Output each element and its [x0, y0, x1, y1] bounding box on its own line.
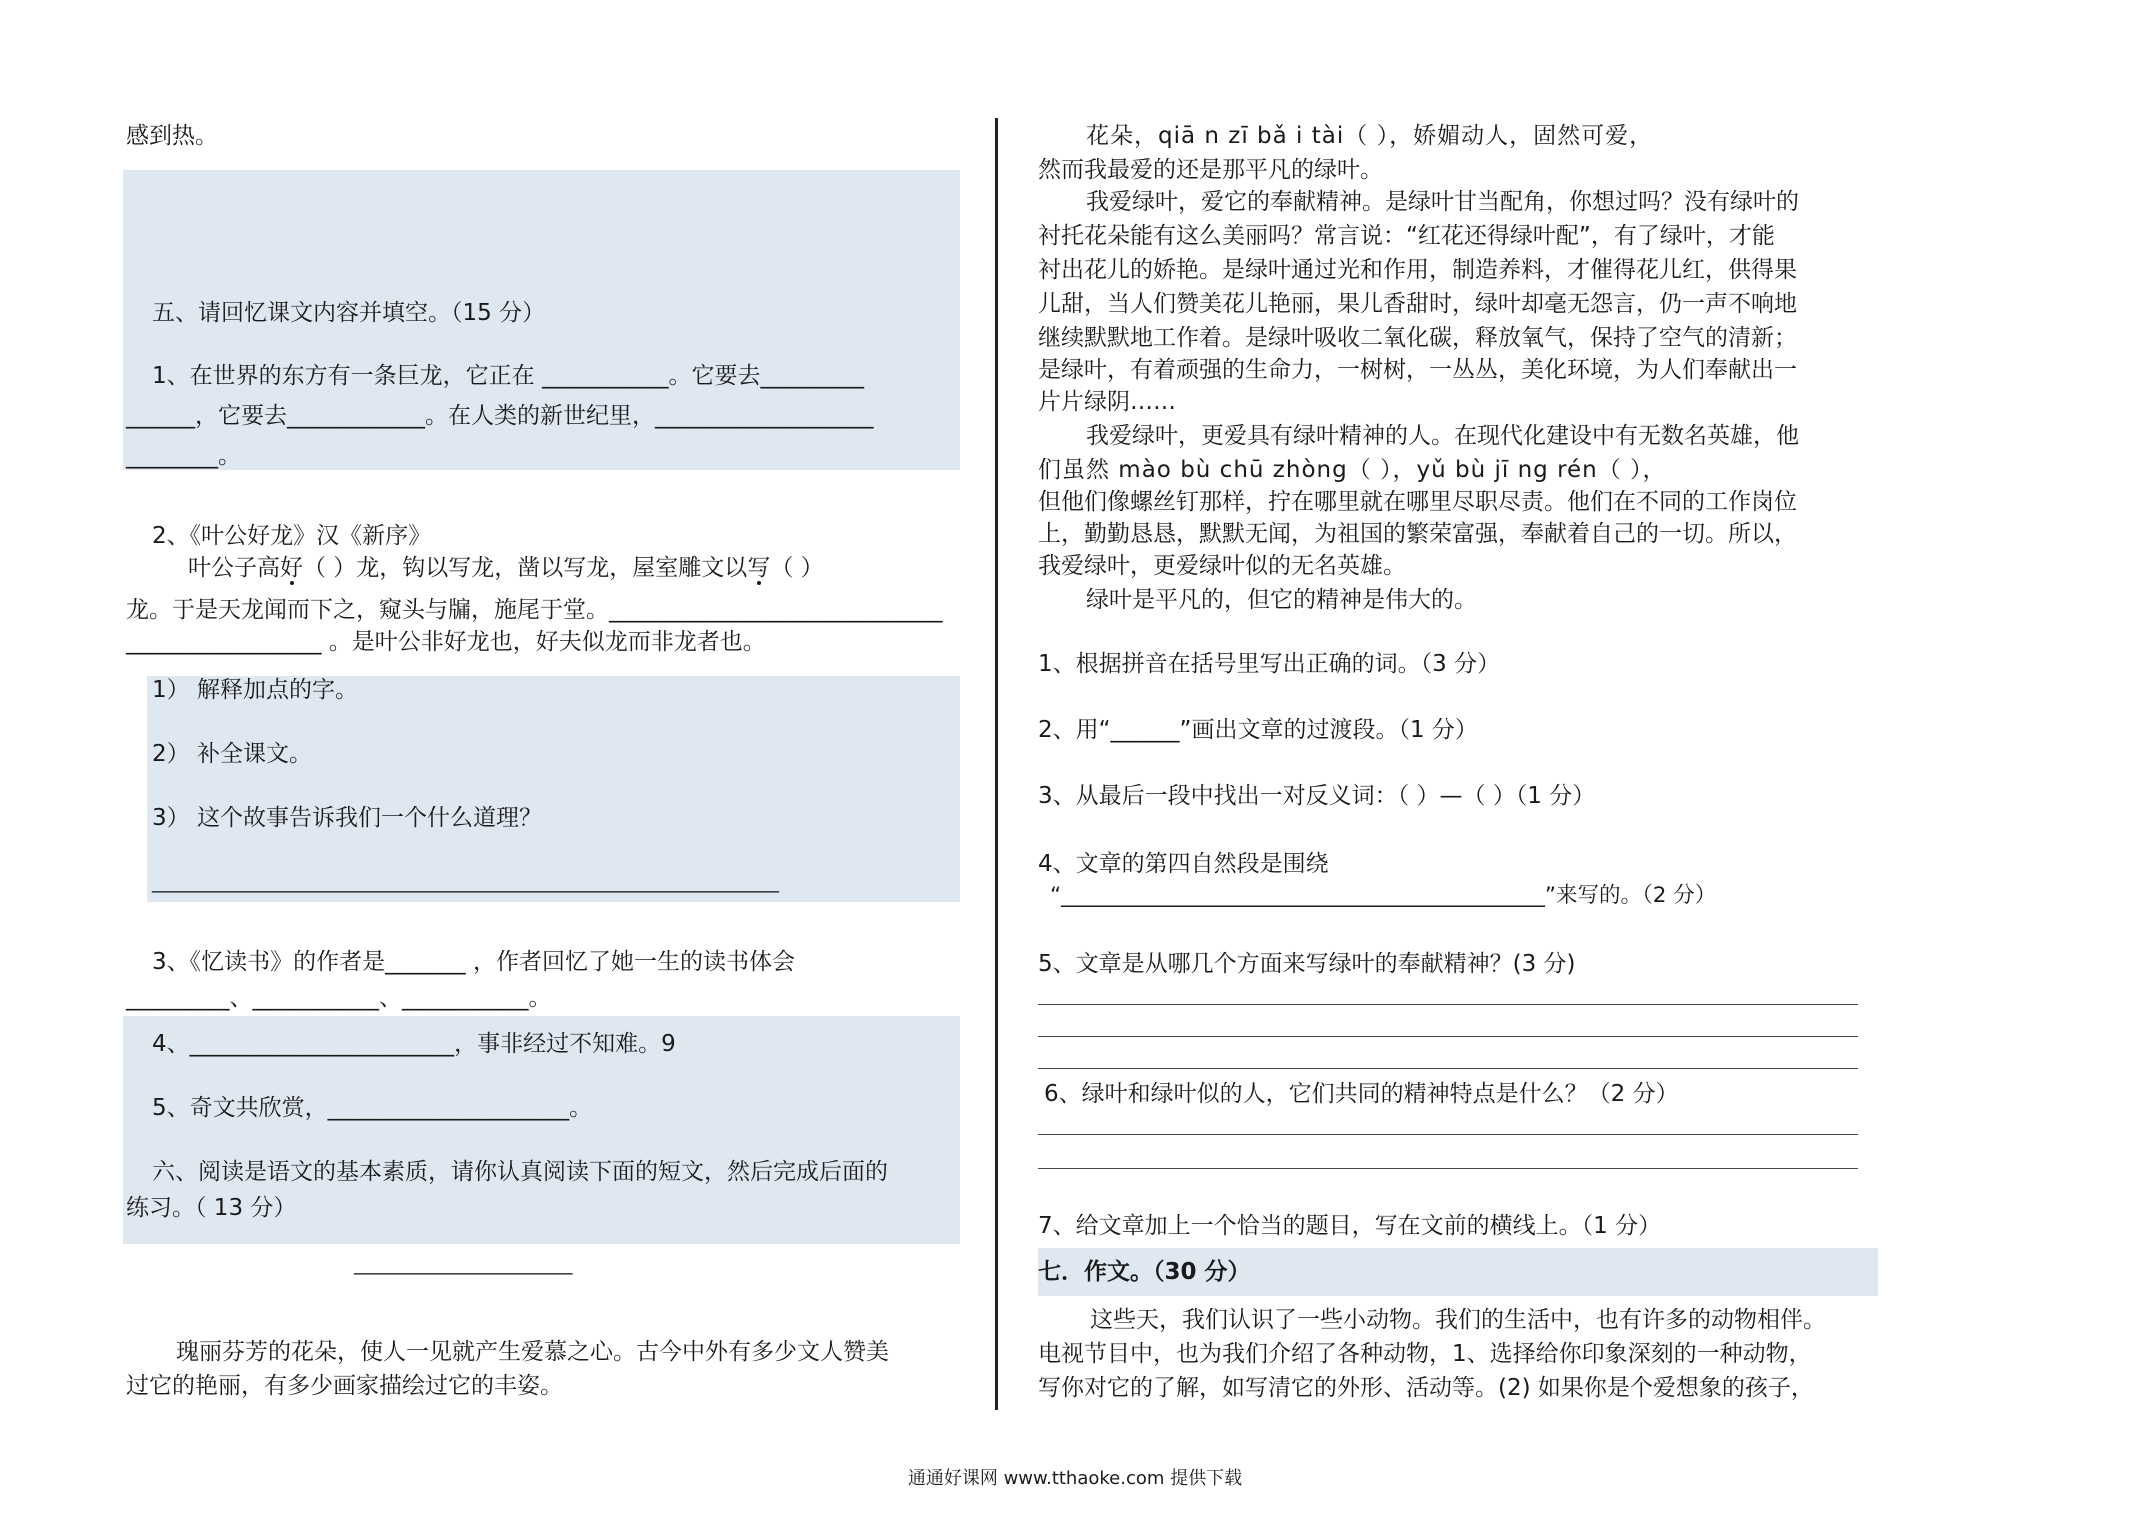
p2-line7: 片片绿阴……: [1038, 389, 1176, 415]
q2-line1: [188, 550, 824, 586]
reading-q4-line2: “_____________________________________________”来写的。（2 分）: [1050, 883, 1717, 908]
p3-line5: 我爱绿叶，更爱绿叶似的无名英雄。: [1038, 553, 1406, 579]
passage-title-blank: _______________________: [354, 1253, 573, 1275]
q4: 4、_______________________，事非经过不知难。9: [152, 1031, 676, 1057]
q3-line2: _________、___________、___________。: [126, 985, 552, 1011]
p3-line2: 们虽然 mào bù chū zhòng（ ），yǔ bù jī ng rén（ ），: [1038, 457, 1667, 483]
q2-sub3: 3） 这个故事告诉我们一个什么道理？: [152, 805, 542, 831]
reading-q3: 3、从最后一段中找出一对反义词：（ ）—（ ）（1 分）: [1038, 783, 1596, 809]
p2-line5: 继续默默地工作着。是绿叶吸收二氧化碳，释放氧气，保持了空气的清新；: [1038, 325, 1797, 351]
reading-q6: 6、绿叶和绿叶似的人，它们共同的精神特点是什么？（2 分）: [1044, 1081, 1679, 1107]
reading-q7: 7、给文章加上一个恰当的题目，写在文前的横线上。（1 分）: [1038, 1213, 1662, 1239]
p3-line1: 我爱绿叶，更爱具有绿叶精神的人。在现代化建设中有无数名英雄，他: [1086, 423, 1799, 449]
q5: 5、奇文共欣赏，_____________________。: [152, 1095, 593, 1121]
essay-line3: 写你对它的了解，如写清它的外形、活动等。(2) 如果你是个爱想象的孩子，: [1038, 1375, 1814, 1401]
p2-line2: 衬托花朵能有这么美丽吗？常言说：“红花还得绿叶配”，有了绿叶，才能: [1038, 223, 1775, 249]
q2-line1-part-b: （ ）龙，钩以写龙，凿以写龙，屋室雕文以: [303, 555, 748, 581]
dotted-char-1: 好: [280, 555, 303, 581]
p4: 绿叶是平凡的，但它的精神是伟大的。: [1086, 587, 1477, 613]
reading-q2: 2、用“______”画出文章的过渡段。（1 分）: [1038, 717, 1478, 743]
p3-line3: 但他们像螺丝钉那样，拧在哪里就在哪里尽职尽责。他们在不同的工作岗位: [1038, 489, 1797, 515]
answer-rule-q5-1: [1038, 1004, 1858, 1005]
passage-line1: 瑰丽芬芳的花朵，使人一见就产生爱慕之心。古今中外有多少文人赞美: [176, 1339, 889, 1365]
answer-rule-q5-3: [1038, 1068, 1858, 1069]
section7-title: 七．作文。（30 分）: [1038, 1259, 1251, 1285]
q2-sub1: 1） 解释加点的字。: [152, 677, 358, 703]
reading-q4-line1: 4、文章的第四自然段是围绕: [1038, 851, 1329, 877]
essay-line1: 这些天，我们认识了一些小动物。我们的生活中，也有许多的动物相伴。: [1090, 1307, 1826, 1333]
answer-rule-q6-1: [1038, 1134, 1858, 1135]
passage-line2: 过它的艳丽，有多少画家描绘过它的丰姿。: [126, 1373, 563, 1399]
answer-rule-q5-2: [1038, 1036, 1858, 1037]
q2-line1-part-c: （ ）: [770, 555, 824, 581]
q2-answer-line: __________________________________________________________________: [152, 871, 779, 893]
section6-line1: 六、阅读是语文的基本素质，请你认真阅读下面的短文，然后完成后面的: [152, 1159, 888, 1185]
q3-line1: 3、《忆读书》的作者是_______ ，作者回忆了她一生的读书体会: [152, 949, 795, 975]
p2-line1: 我爱绿叶，爱它的奉献精神。是绿叶甘当配角，你想过吗？没有绿叶的: [1086, 189, 1799, 215]
q1-line2: ______，它要去____________。在人类的新世纪里，___________________: [126, 403, 874, 429]
column-divider: [995, 118, 998, 1410]
top-fragment: 感到热。: [126, 123, 218, 149]
q2-line1-part-a: 叶公子高: [188, 555, 280, 581]
answer-rule-q6-2: [1038, 1168, 1858, 1169]
section5-title: 五、请回忆课文内容并填空。（15 分）: [152, 300, 546, 326]
q1-line1: 1、在世界的东方有一条巨龙，它正在 ___________。它要去_________: [152, 363, 864, 389]
section6-line2: 练习。（ 13 分）: [126, 1195, 297, 1221]
reading-q5: 5、文章是从哪几个方面来写绿叶的奉献精神？(3 分): [1038, 951, 1576, 977]
q1-line3: ________。: [126, 443, 241, 469]
p2-line3: 衬出花儿的娇艳。是绿叶通过光和作用，制造养料，才催得花儿红，供得果: [1038, 257, 1797, 283]
essay-line2: 电视节目中，也为我们介绍了各种动物，1、选择给你印象深刻的一种动物，: [1038, 1341, 1812, 1367]
p2-line4: 儿甜，当人们赞美花儿艳丽，果儿香甜时，绿叶却毫无怨言，仍一声不响地: [1038, 291, 1797, 317]
footer-credit: 通通好课网 www.tthaoke.com 提供下载: [907, 1468, 1243, 1489]
p1-line2: 然而我最爱的还是那平凡的绿叶。: [1038, 157, 1383, 183]
p1-line1: 花朵，qiā n zī bǎ i tài（ ），娇媚动人，固然可爱，: [1086, 123, 1654, 149]
reading-q1: 1、根据拼音在括号里写出正确的词。（3 分）: [1038, 651, 1501, 677]
q2-line2: 龙。于是天龙闻而下之，窥头与牖，施尾于堂。_____________________________: [126, 597, 943, 623]
q2-title: 2、《叶公好龙》汉《新序》: [152, 523, 432, 549]
q2-line3: _________________ 。是叶公非好龙也，好夫似龙而非龙者也。: [126, 629, 766, 655]
dotted-char-2: 写: [747, 555, 771, 581]
p3-line4: 上，勤勤恳恳，默默无闻，为祖国的繁荣富强，奉献着自己的一切。所以，: [1038, 521, 1797, 547]
q2-sub2: 2） 补全课文。: [152, 741, 312, 767]
p2-line6: 是绿叶，有着顽强的生命力，一树树，一丛丛，美化环境，为人们奉献出一: [1038, 357, 1797, 383]
